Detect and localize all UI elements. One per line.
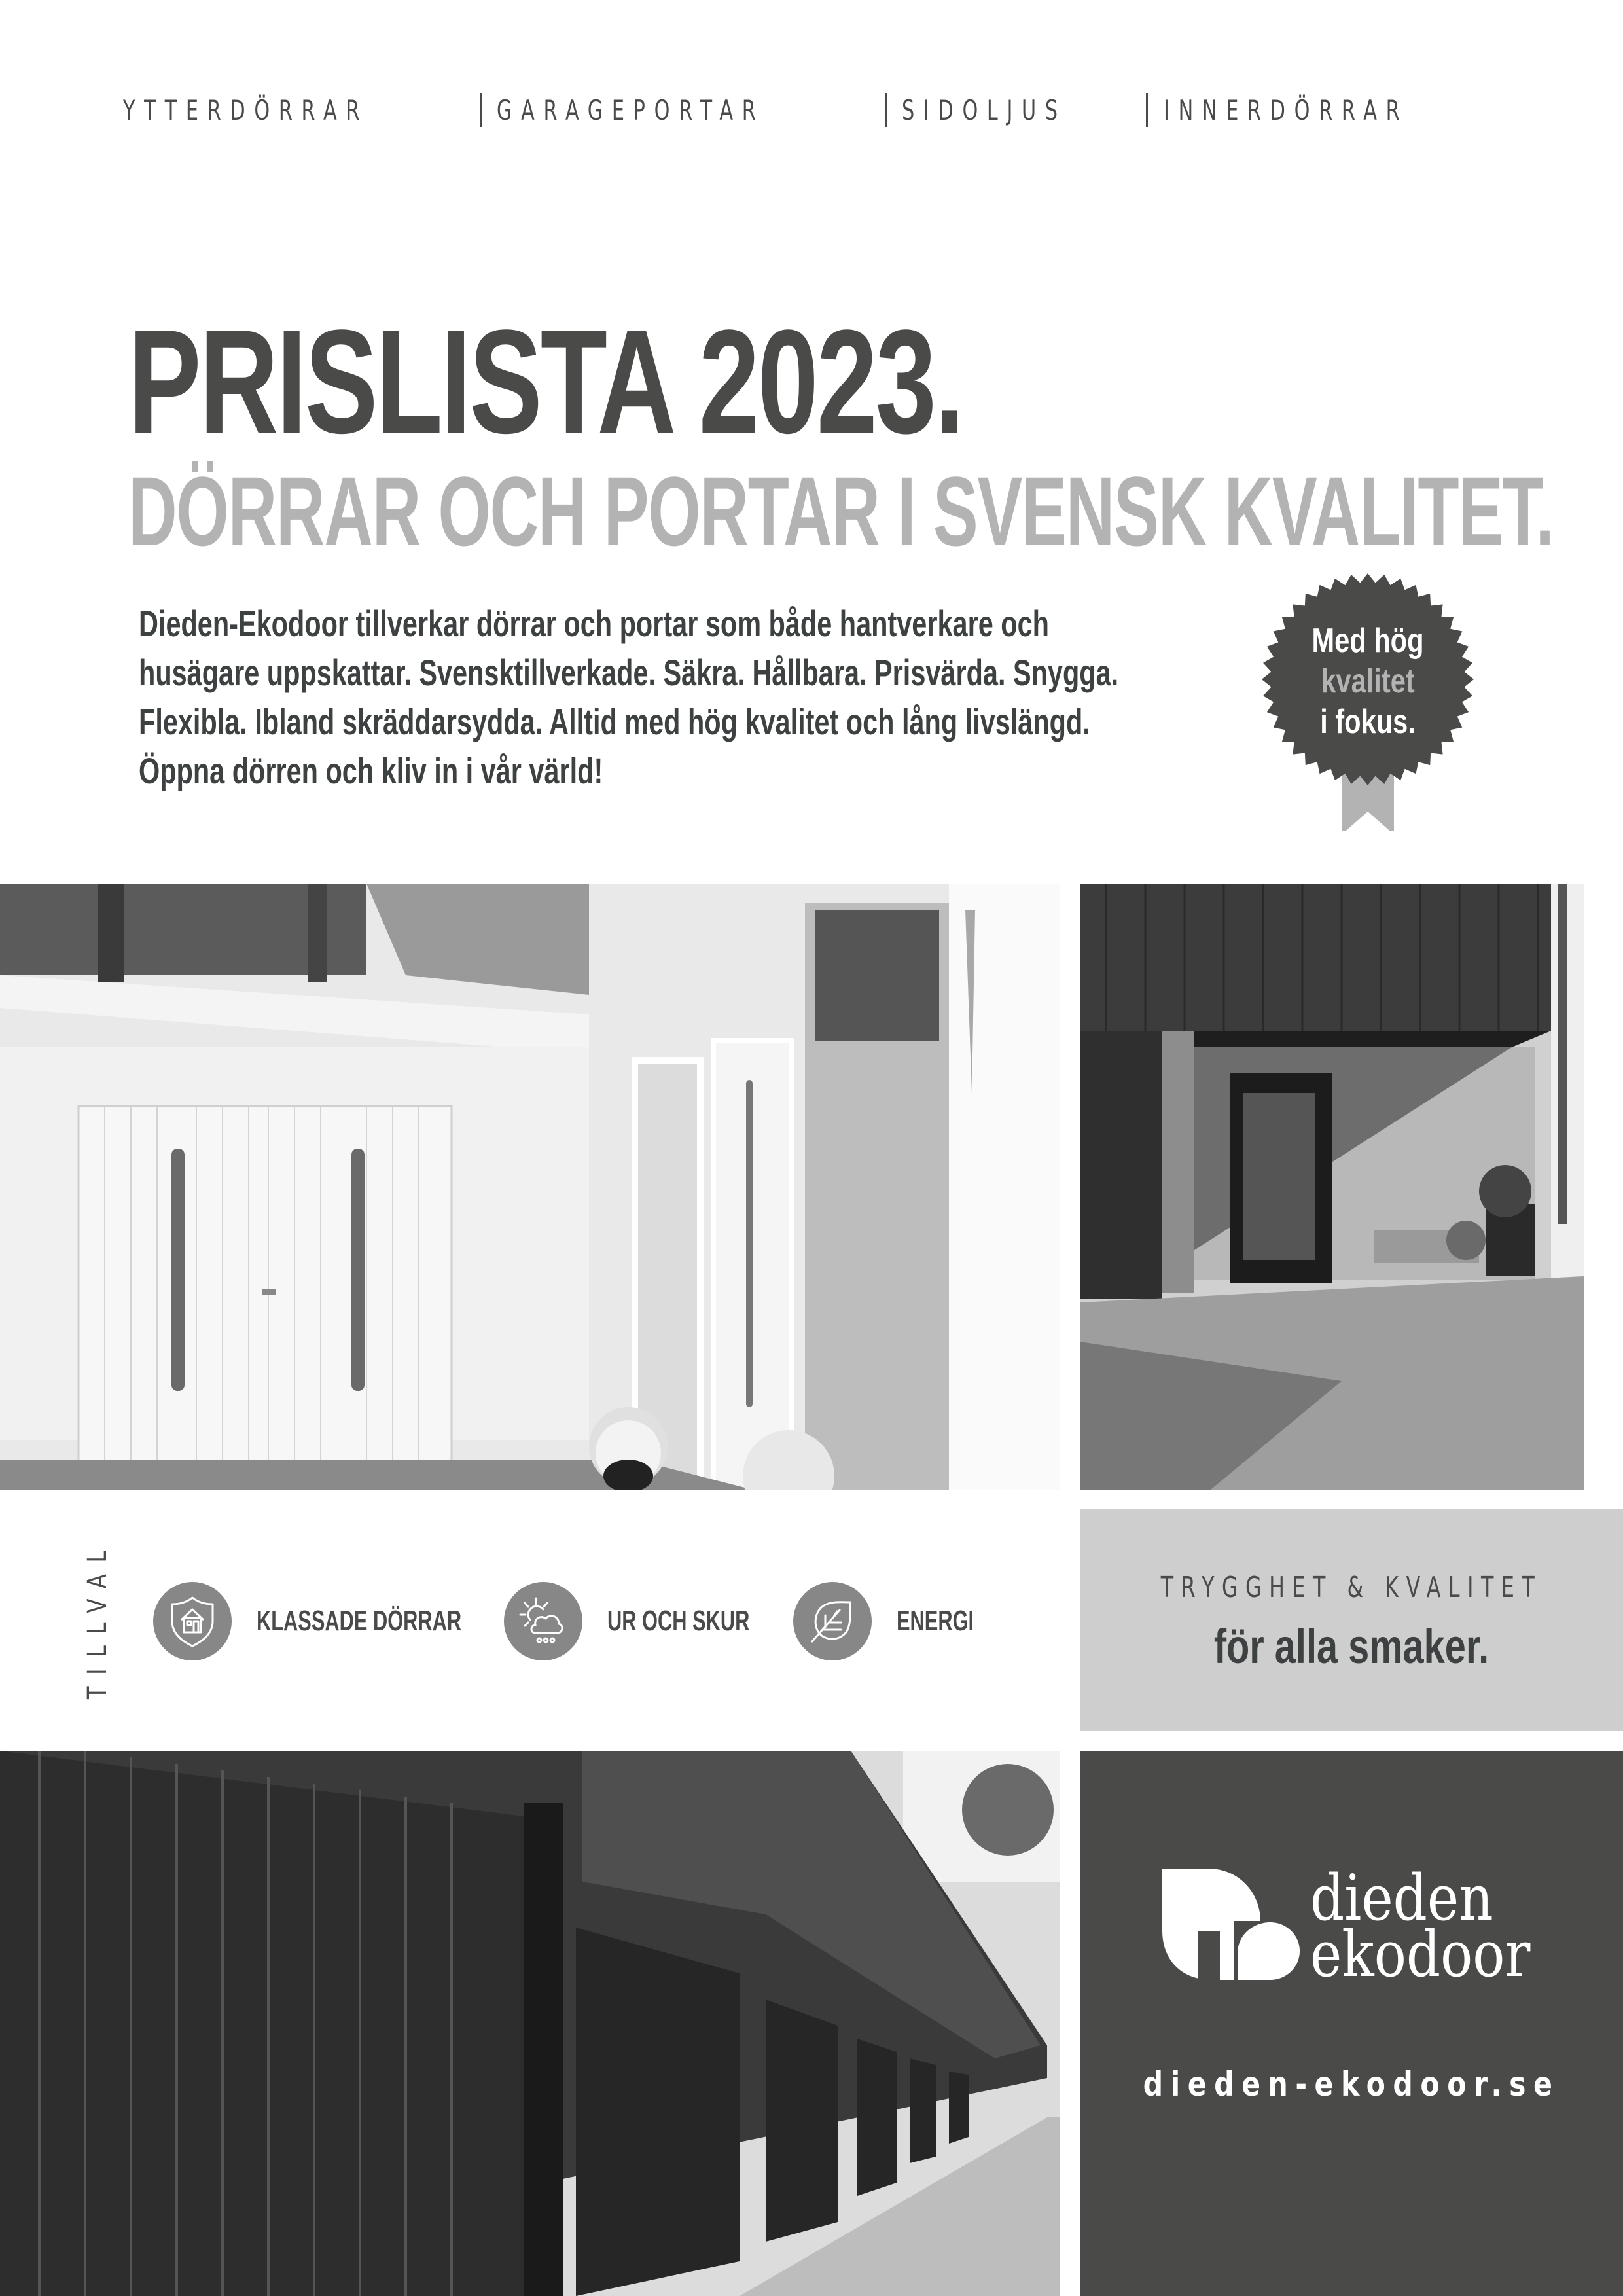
- brand-name-line-2: ekodoor: [1310, 1918, 1531, 1991]
- brand-name: [1310, 1861, 1531, 1991]
- brand-url-link[interactable]: dieden-ekodoor.se: [1143, 2065, 1560, 2104]
- top-navigation: [123, 90, 1504, 130]
- shield-house-icon: [153, 1582, 232, 1660]
- feature-ur-och-skur[interactable]: [504, 1582, 810, 1660]
- tillval-label: TILLVAL: [82, 1539, 113, 1699]
- quality-box: [1080, 1509, 1623, 1731]
- brand-name-line-1: dieden: [1310, 1861, 1493, 1935]
- intro-line: Flexibla. Ibland skräddarsydda. Alltid med hög kvalitet och lång livslängd.: [139, 701, 1090, 742]
- feature-label: ENERGI: [897, 1605, 974, 1637]
- quality-kicker: TRYGGHET & KVALITET: [1160, 1571, 1543, 1604]
- brand-box: [1080, 1751, 1623, 2296]
- feature-klassade-dorrar[interactable]: [153, 1582, 549, 1660]
- garage-illustration: [0, 1751, 1060, 2296]
- page-subtitle: DÖRRAR OCH PORTAR I SVENSK KVALITET.: [128, 456, 1554, 566]
- feature-label: KLASSADE DÖRRAR: [257, 1605, 462, 1637]
- intro-line: Öppna dörren och kliv in i vår värld!: [139, 750, 603, 791]
- dieden-ekodoor-logo-icon: [1162, 1869, 1300, 1980]
- nav-item-ytterdorrar[interactable]: YTTERDÖRRAR: [123, 94, 369, 126]
- badge-line-1: Med hög: [1311, 622, 1424, 660]
- feature-label: UR OCH SKUR: [607, 1605, 750, 1637]
- nav-separator: [1146, 93, 1148, 127]
- nav-item-innerdorrar[interactable]: INNERDÖRRAR: [1164, 94, 1409, 126]
- intro-line: Dieden-Ekodoor tillverkar dörrar och portar som både hantverkare och: [139, 603, 1049, 644]
- quality-tagline: för alla smaker.: [1213, 1619, 1489, 1674]
- nav-item-sidoljus[interactable]: SIDOLJUS: [902, 94, 1067, 126]
- intro-line: husägare uppskattar. Svensktillverkade. Säkra. Hållbara. Prisvärda. Snygga.: [139, 652, 1119, 693]
- sun-cloud-icon: [504, 1582, 582, 1660]
- quality-badge: [1260, 569, 1476, 831]
- photo-dark-facade-door: [1080, 884, 1584, 1490]
- photo-white-front-door: [0, 884, 1060, 1490]
- front-door-illustration: [0, 884, 1060, 1490]
- feature-energi[interactable]: [793, 1582, 1007, 1660]
- leaf-icon: [793, 1582, 872, 1660]
- nav-item-garageportar[interactable]: GARAGEPORTAR: [497, 94, 765, 126]
- page-title: PRISLISTA 2023.: [128, 298, 963, 464]
- facade-illustration: [1080, 884, 1584, 1490]
- badge-line-2: kvalitet: [1321, 662, 1415, 700]
- badge-line-3: i fokus.: [1320, 703, 1416, 741]
- intro-paragraph: [139, 599, 1119, 795]
- nav-separator: [885, 93, 887, 127]
- nav-separator: [480, 93, 482, 127]
- photo-garage-doors: [0, 1751, 1060, 2296]
